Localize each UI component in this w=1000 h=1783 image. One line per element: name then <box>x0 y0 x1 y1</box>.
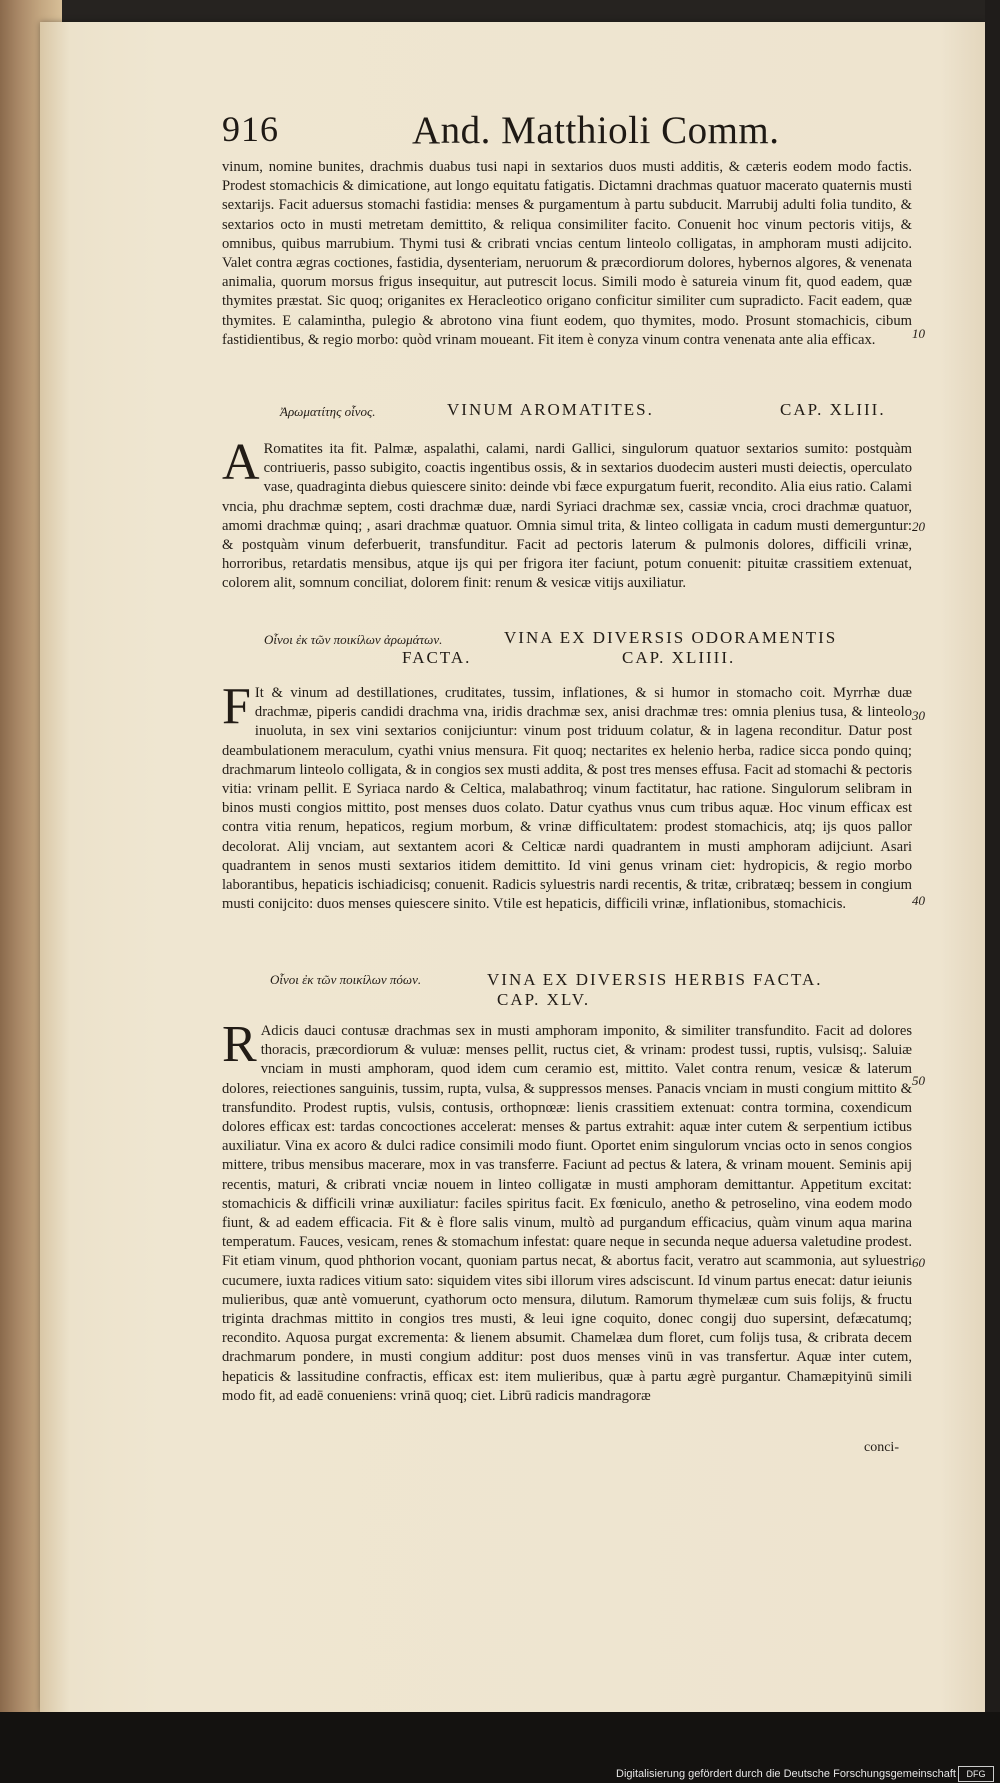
footer-credit: Digitalisierung gefördert durch die Deutsche Forschungsgemeinschaft <box>616 1768 956 1780</box>
paragraph-opening: vinum, nomine bunites, drachmis duabus tusi napi in sextarios duos musti additis, & cæteris eodem modo factis. Prodest stomachicis & dimicatione, aut longo equitatu fatigatis. Dictamni drachmas quatuor macerato quaternis musti sextarijs. Facit aduersus stomachi fastidia: menses & purgamentum à partu subducit. Marrubij adulti folia tundito, & sextarios octo in musti metretam demittito, & reliqua consimiliter facito. Conuenit hoc vinum pectoris vitijs, & omnibus, quibus marrubium. Thymi tusi & cribrati vncias centum linteolo colligatas, in amphoram musti adijcito. Valet contra ægras coctiones, fastidia, dysenteriam, neruorum & præcordiorum dolores, hybernos algores, & venenata animalia, quorum morsus frigus insequitur, aut putrescit locus. Simili modo è satureia vinum fit, quod eadem, quæ thymites præstat. Sic quoq; origanites ex Heracleotico origano conficitur similiter cum supradicto. Facit eadem, quæ thymites. E calamintha, pulegio & abrotono vina fiunt eodem, quo thymites, modo. Prosunt stomachicis, cibum fastidientibus, & regio morbo: quòd vrinam moueant. Fit item è conyza vinum contra venenata ante alia efficax. <box>222 159 912 348</box>
chapter-title: VINA EX DIVERSIS ODORAMENTIS <box>504 628 838 647</box>
chapter-heading-43 <box>222 400 922 424</box>
chapter-title: VINA EX DIVERSIS HERBIS FACTA. <box>487 970 823 989</box>
greek-title: Ἀρωματίτης οἶνος. <box>280 404 376 419</box>
margin-line-number: 20 <box>912 519 925 534</box>
margin-line-number: 40 <box>912 893 925 908</box>
chapter-number: CAP. XLIIII. <box>622 648 736 667</box>
greek-title: Οἶνοι ἐκ τῶν ποικίλων ἀρωμάτων. <box>264 632 443 647</box>
text-block-opening <box>222 158 912 368</box>
drop-cap: R <box>222 1016 257 1073</box>
greek-title: Οἶνοι ἐκ τῶν ποικίλων πόων. <box>270 972 422 987</box>
paragraph-chapter-43: Romatites ita fit. Palmæ, aspalathi, calami, nardi Gallici, singulorum quatuor sextarios sumito: postquàm contriueris, passo subigito, coactis ingentibus ossis, & in sextarios duodecim austeri musti deiectis, operculato vase, quadraginta diebus quiescere sinito: deinde vbi fæce expurgatum fuerit, recondito. Alia eius ratio. Calami vncia, phu drachmæ septem, costi drachmæ duæ, nardi Syriaci drachmæ sex, cassiæ vncia, croci drachmæ quatuor, amomi drachmæ quinq; , asari drachmæ quatuor. Omnia simul trita, & linteo colligata in cadum musti demerguntur: & postquàm vinum deferbuerit, transfunditur. Facit ad pectoris laterum & pulmonis dolores, difficili vrinæ, horroribus, retardatis mensibus, atque ijs qui per frigora iter faciunt, potum conuenit: pituitæ crassitiem extenuat, colorem alit, somnum conciliat, dolorem finit: renum & vesicæ vitijs auxiliatur. <box>222 441 912 592</box>
text-block-chapter-45 <box>222 1016 912 1442</box>
digitization-footer <box>0 1712 1000 1783</box>
drop-cap: A <box>222 434 260 491</box>
chapter-heading-45 <box>222 970 922 1014</box>
margin-line-number: 30 <box>912 708 925 723</box>
paragraph-chapter-45: Adicis dauci contusæ drachmas sex in musti amphoram imponito, & similiter transfundito. Facit ad dolores thoracis, præcordiorum & vuluæ: menses pellit, ructus ciet, & vrinam: prodest tussi, ruptis, vulsisq;. Saluiæ vnciam in musti amphoram, quod idem cum ceramio est, mittito. Valet contra renum, vesicæ & laterum dolores, reiectiones sanguinis, tussim, rupta, vulsa, & suppressos menses. Panacis vnciam in musti congium mittito & transfundito. Prodest ruptis, vulsis, contusis, orthopnœæ: lienis crassitiem extenuat: contra tormina, coxendicum dolores efficax est: tardas concoctiones accelerat: menses & partus extrahit: aquæ inter cutem & serpentium ictibus auxiliatur. Vina ex acoro & dulci radice consimili modo fiunt. Oportet enim singulorum vncias octo in senos congios mittere, tribus mensibus macerare, mox in vas transferre. Faciunt ad pectus & latera, & vrinam mouent. Seminis apij recentis, maturi, & cribrati vnciæ nouem in linteo colligatæ in musti amphoram demittantur. Appetitum excitat: stomachicis & difficili vrinæ auxiliatur: faciles spiritus facit. Ex fœniculo, anetho & petroselino, vina eodem modo fiunt, & ad eadem efficacia. Fit & è flore salis vinum, multò ad purgandum efficacius, quàm vinum aqua marina temperatum. Fauces, vesicam, renes & stomachum infestat: quare neque in secunda neque aduersa valetudine prodest. Fit etiam vinum, quod phthorion vocant, quoniam partus necat, & abortus facit, veratro aut scammonia, aut syluestri cucumere, iuxta radices vitium sato: siquidem vites sibi illorum vires adsciscunt. Id vinum partus enecat: datur ieiunis mulieribus, quæ antè vomuerunt, cyathorum octo mensura, dilutum. Ramorum thymelææ cum suis folijs, & fructu triginta drachmas mittito in congios tres musti, & leui igne coquito, donec congij duo supersint, defæcatumq; recondito. Aquosa purgat excrementa: & lienem absumit. Chamelæa dum floret, cum folijs tusa, & cribrata decem drachmarum pondere, in musti congium additur: post duos menses vinū in vas transfertur. Aquæ inter cutem, hepaticis & lassitudine confractis, efficax est: item mulieribus, quæ à partu ægrè purgantur. Chamæpityinū simili modo fit, ad eadē conueniens: vrinā quoq; ciet. Librū radicis mandragoræ <box>222 1023 912 1404</box>
paragraph-chapter-44: It & vinum ad destillationes, cruditates, tussim, inflationes, & si humor in stomacho coit. Myrrhæ duæ drachmæ, piperis candidi drachma vna, iridis drachmæ sex, anisi drachmæ tres: omnia plenius tusa, & linteolo inuoluta, in sex vini sextarios conijciuntur: vinum post triduum colatur, & in lagena reconditur. Datur post deambulationem meraculum, cyathi vnius mensura. Fit quoq; nectarites ex helenio herba, radice sicca pondo quinq; drachmarum linteolo colligata, & in congios sex musti addita, & post tres menses effusa. Facit ad stomachi & pectoris vitia: vrinam pellit. E Syriaca nardo & Celtica, malabathroq; vinum factitatur, hac ratione. Singulorum selibram in binos musti congios mittito, post menses duos colato. Datur cyathus vnus cum tribus aquæ. Hoc vinum efficax est contra vitia renum, hepaticos, regium morbum, & vrinæ difficultatem: prodest stomachicis, atq; ijs quos pallor decolorat. Alij vnciam, aut sextantem acori & Celticæ nardi quadrantem in musti amphoram adijciunt. Asari quadrantem in senos musti sextarios itidem demittito. Id vini genus vrinam ciet: hydropicis, & regio morbo laborantibus, hepaticis ischiadicisq; conuenit. Radicis syluestris nardi recentis, & tritæ, cribratæq; bessem in congium musti conijcito: duos menses quiescere sinito. Vtile est hepaticis, difficili vrinæ, inflationibus, stomachicis. <box>222 685 912 913</box>
scan-border <box>985 0 1000 1712</box>
page-number: 916 <box>222 109 279 149</box>
page-header <box>222 108 922 156</box>
dfg-logo: DFG <box>958 1766 994 1782</box>
chapter-title-continued: FACTA. <box>402 648 472 667</box>
catchword: conci- <box>864 1440 899 1455</box>
margin-line-number: 10 <box>912 326 925 341</box>
running-title: And. Matthioli Comm. <box>412 109 780 152</box>
text-block-chapter-43 <box>222 434 912 610</box>
text-block-chapter-44 <box>222 678 912 946</box>
margin-line-number: 50 <box>912 1073 925 1088</box>
chapter-title: VINUM AROMATITES. <box>447 400 654 419</box>
chapter-number: CAP. XLV. <box>497 990 591 1009</box>
chapter-heading-44 <box>222 628 922 672</box>
margin-line-number: 60 <box>912 1255 925 1270</box>
chapter-number: CAP. XLIII. <box>780 400 886 419</box>
drop-cap: F <box>222 678 251 735</box>
